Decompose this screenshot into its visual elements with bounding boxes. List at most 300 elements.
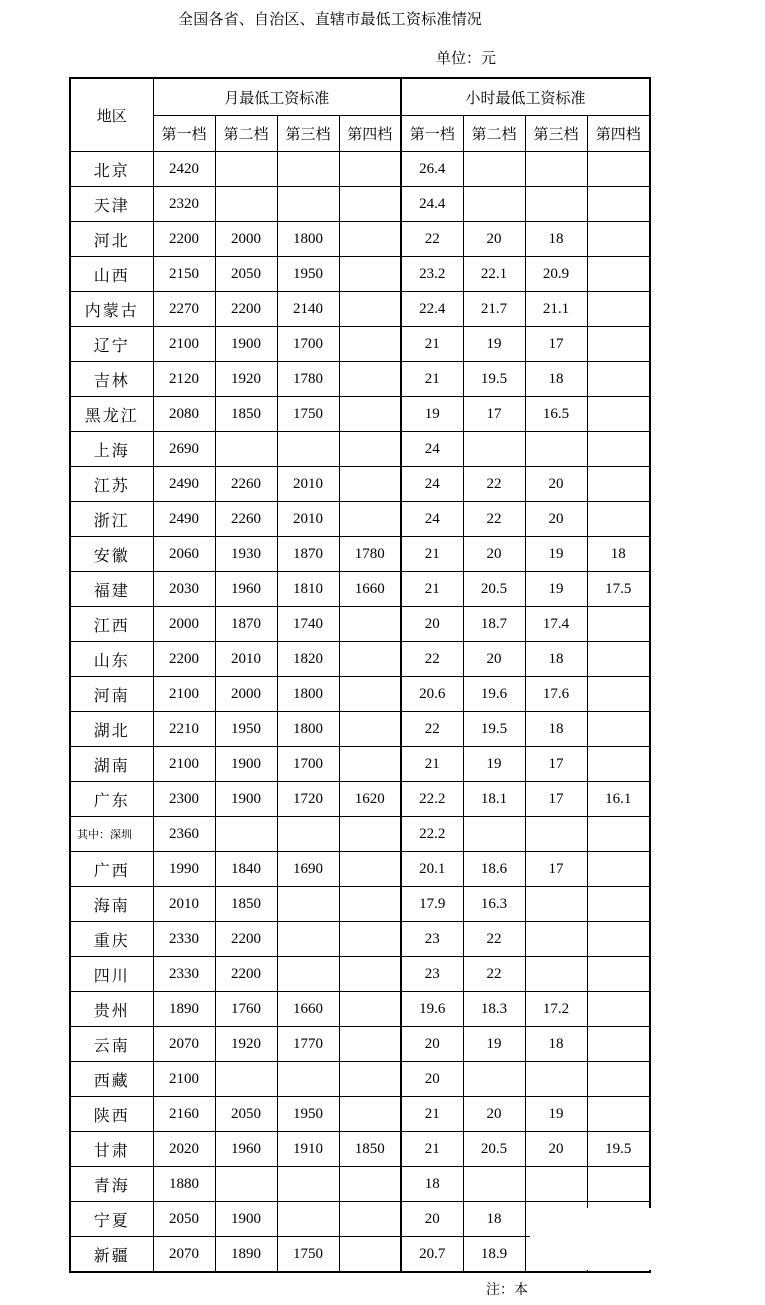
region-cell: 重庆 bbox=[70, 922, 153, 957]
hourly-tier-2-cell: 20.5 bbox=[463, 1132, 525, 1167]
monthly-tier-3-cell: 1740 bbox=[277, 607, 339, 642]
hourly-tier-4-cell: 18 bbox=[587, 537, 650, 572]
hourly-tier-4-cell: 16.1 bbox=[587, 782, 650, 817]
region-cell: 宁夏 bbox=[70, 1202, 153, 1237]
hourly-tier-1-cell: 21 bbox=[401, 747, 463, 782]
monthly-tier-3-cell: 1690 bbox=[277, 852, 339, 887]
monthly-tier-2-cell bbox=[215, 1167, 277, 1202]
monthly-tier-2-cell: 1900 bbox=[215, 1202, 277, 1237]
monthly-tier-3-cell: 1870 bbox=[277, 537, 339, 572]
hourly-tier-4-cell bbox=[587, 467, 650, 502]
monthly-tier-1-cell: 2020 bbox=[153, 1132, 215, 1167]
region-cell: 其中：深圳 bbox=[70, 817, 153, 852]
hourly-tier-1-cell: 22.2 bbox=[401, 782, 463, 817]
region-cell: 天津 bbox=[70, 187, 153, 222]
table-row bbox=[70, 1027, 650, 1062]
monthly-tier-4-cell bbox=[339, 362, 401, 397]
monthly-tier-4-cell bbox=[339, 607, 401, 642]
hourly-tier-4-cell bbox=[587, 1062, 650, 1097]
monthly-tier-3-cell: 2010 bbox=[277, 502, 339, 537]
hourly-tier-2-cell: 20 bbox=[463, 1097, 525, 1132]
hourly-tier-4-cell bbox=[587, 362, 650, 397]
monthly-tier-4-cell bbox=[339, 992, 401, 1027]
hourly-tier-2-cell: 20 bbox=[463, 222, 525, 257]
hourly-tier-1-cell: 21 bbox=[401, 1097, 463, 1132]
monthly-tier-2-cell: 1900 bbox=[215, 782, 277, 817]
region-cell: 贵州 bbox=[70, 992, 153, 1027]
monthly-tier-4-cell bbox=[339, 642, 401, 677]
monthly-tier-4-cell bbox=[339, 1202, 401, 1237]
hourly-tier-3-cell: 16.5 bbox=[525, 397, 587, 432]
hourly-tier-3-cell: 17.6 bbox=[525, 677, 587, 712]
hourly-tier-3-header: 第三档 bbox=[525, 116, 587, 152]
monthly-tier-2-cell: 1760 bbox=[215, 992, 277, 1027]
hourly-tier-2-cell: 21.7 bbox=[463, 292, 525, 327]
region-cell: 新疆 bbox=[70, 1237, 153, 1273]
hourly-tier-1-cell: 17.9 bbox=[401, 887, 463, 922]
monthly-tier-3-cell bbox=[277, 187, 339, 222]
region-cell: 山东 bbox=[70, 642, 153, 677]
hourly-tier-1-cell: 22 bbox=[401, 712, 463, 747]
monthly-tier-1-cell: 2100 bbox=[153, 1062, 215, 1097]
monthly-tier-3-cell: 1820 bbox=[277, 642, 339, 677]
footnote: 注：本 bbox=[486, 1282, 528, 1298]
hourly-tier-3-cell: 17 bbox=[525, 327, 587, 362]
table-row bbox=[70, 677, 650, 712]
region-cell: 吉林 bbox=[70, 362, 153, 397]
hourly-tier-3-cell: 17 bbox=[525, 747, 587, 782]
table-row bbox=[70, 747, 650, 782]
hourly-tier-1-cell: 20.6 bbox=[401, 677, 463, 712]
hourly-tier-1-header: 第一档 bbox=[401, 116, 463, 152]
hourly-tier-3-cell: 17 bbox=[525, 852, 587, 887]
hourly-tier-1-cell: 21 bbox=[401, 537, 463, 572]
monthly-tier-2-cell bbox=[215, 1062, 277, 1097]
region-cell: 辽宁 bbox=[70, 327, 153, 362]
table-row bbox=[70, 222, 650, 257]
hourly-tier-3-cell: 17.2 bbox=[525, 992, 587, 1027]
hourly-tier-4-cell bbox=[587, 677, 650, 712]
table-row bbox=[70, 572, 650, 607]
region-cell: 青海 bbox=[70, 1167, 153, 1202]
hourly-tier-3-cell: 18 bbox=[525, 1027, 587, 1062]
region-cell: 甘肃 bbox=[70, 1132, 153, 1167]
monthly-tier-3-header: 第三档 bbox=[277, 116, 339, 152]
hourly-tier-3-cell: 19 bbox=[525, 572, 587, 607]
table-row bbox=[70, 467, 650, 502]
monthly-tier-1-cell: 2050 bbox=[153, 1202, 215, 1237]
monthly-tier-1-cell: 2070 bbox=[153, 1027, 215, 1062]
monthly-tier-2-cell: 1870 bbox=[215, 607, 277, 642]
monthly-tier-3-cell: 1800 bbox=[277, 222, 339, 257]
hourly-tier-1-cell: 24 bbox=[401, 467, 463, 502]
hourly-tier-3-cell bbox=[525, 1167, 587, 1202]
hourly-tier-1-cell: 20.1 bbox=[401, 852, 463, 887]
hourly-tier-2-cell: 18.9 bbox=[463, 1237, 525, 1273]
hourly-tier-2-cell: 18.7 bbox=[463, 607, 525, 642]
hourly-tier-3-cell: 20 bbox=[525, 467, 587, 502]
hourly-tier-2-cell: 19.5 bbox=[463, 362, 525, 397]
region-cell: 广东 bbox=[70, 782, 153, 817]
monthly-tier-3-cell: 1800 bbox=[277, 712, 339, 747]
hourly-tier-4-cell bbox=[587, 502, 650, 537]
hourly-header: 小时最低工资标准 bbox=[401, 78, 650, 116]
hourly-tier-4-cell bbox=[587, 222, 650, 257]
monthly-tier-3-cell: 1700 bbox=[277, 747, 339, 782]
monthly-tier-2-cell bbox=[215, 817, 277, 852]
hourly-tier-1-cell: 22 bbox=[401, 222, 463, 257]
hourly-tier-2-cell: 20 bbox=[463, 642, 525, 677]
hourly-tier-4-cell bbox=[587, 327, 650, 362]
monthly-tier-4-cell bbox=[339, 1167, 401, 1202]
monthly-tier-3-cell: 1950 bbox=[277, 1097, 339, 1132]
monthly-tier-1-cell: 1990 bbox=[153, 852, 215, 887]
hourly-tier-4-cell bbox=[587, 152, 650, 187]
table-row bbox=[70, 397, 650, 432]
hourly-tier-3-cell: 18 bbox=[525, 642, 587, 677]
hourly-tier-1-cell: 23.2 bbox=[401, 257, 463, 292]
monthly-tier-3-cell: 2140 bbox=[277, 292, 339, 327]
hourly-tier-3-cell: 21.1 bbox=[525, 292, 587, 327]
hourly-tier-4-cell bbox=[587, 607, 650, 642]
table-row bbox=[70, 537, 650, 572]
monthly-tier-4-cell bbox=[339, 1237, 401, 1273]
monthly-tier-4-cell bbox=[339, 327, 401, 362]
table-row bbox=[70, 187, 650, 222]
hourly-tier-2-cell: 19.6 bbox=[463, 677, 525, 712]
monthly-tier-1-cell: 2100 bbox=[153, 677, 215, 712]
hourly-tier-2-cell: 20 bbox=[463, 537, 525, 572]
monthly-tier-2-cell: 2260 bbox=[215, 467, 277, 502]
hourly-tier-3-cell bbox=[525, 817, 587, 852]
hourly-tier-2-cell bbox=[463, 152, 525, 187]
monthly-tier-1-cell: 2150 bbox=[153, 257, 215, 292]
hourly-tier-1-cell: 26.4 bbox=[401, 152, 463, 187]
hourly-tier-4-cell: 17.5 bbox=[587, 572, 650, 607]
hourly-tier-4-cell bbox=[587, 957, 650, 992]
hourly-tier-4-cell bbox=[587, 817, 650, 852]
monthly-tier-4-cell bbox=[339, 852, 401, 887]
hourly-tier-2-cell: 19 bbox=[463, 747, 525, 782]
monthly-tier-2-cell: 1930 bbox=[215, 537, 277, 572]
table-row bbox=[70, 292, 650, 327]
hourly-tier-4-cell bbox=[587, 432, 650, 467]
monthly-tier-2-cell: 1960 bbox=[215, 1132, 277, 1167]
hourly-tier-2-cell: 16.3 bbox=[463, 887, 525, 922]
monthly-tier-4-cell bbox=[339, 152, 401, 187]
hourly-tier-3-cell: 19 bbox=[525, 1097, 587, 1132]
hourly-tier-3-cell: 17 bbox=[525, 782, 587, 817]
monthly-tier-3-cell bbox=[277, 922, 339, 957]
monthly-tier-2-cell: 2010 bbox=[215, 642, 277, 677]
table-row bbox=[70, 852, 650, 887]
hourly-tier-3-cell: 20 bbox=[525, 1132, 587, 1167]
region-cell: 安徽 bbox=[70, 537, 153, 572]
table-row bbox=[70, 887, 650, 922]
monthly-tier-1-cell: 2490 bbox=[153, 467, 215, 502]
hourly-tier-4-cell bbox=[587, 712, 650, 747]
monthly-tier-2-cell: 1950 bbox=[215, 712, 277, 747]
table-row bbox=[70, 502, 650, 537]
hourly-tier-3-cell bbox=[525, 187, 587, 222]
monthly-tier-2-cell: 2000 bbox=[215, 677, 277, 712]
hourly-tier-2-cell: 18.1 bbox=[463, 782, 525, 817]
monthly-tier-4-cell bbox=[339, 187, 401, 222]
monthly-tier-2-cell: 2050 bbox=[215, 1097, 277, 1132]
table-row bbox=[70, 607, 650, 642]
monthly-tier-1-cell: 2120 bbox=[153, 362, 215, 397]
hourly-tier-1-cell: 20 bbox=[401, 1202, 463, 1237]
monthly-tier-3-cell bbox=[277, 1167, 339, 1202]
monthly-tier-3-cell bbox=[277, 957, 339, 992]
monthly-tier-1-cell: 2000 bbox=[153, 607, 215, 642]
region-cell: 上海 bbox=[70, 432, 153, 467]
monthly-tier-2-cell: 2200 bbox=[215, 922, 277, 957]
monthly-tier-3-cell: 1750 bbox=[277, 1237, 339, 1273]
table-row bbox=[70, 1062, 650, 1097]
monthly-tier-4-cell bbox=[339, 957, 401, 992]
hourly-tier-2-cell bbox=[463, 817, 525, 852]
monthly-tier-2-cell: 2260 bbox=[215, 502, 277, 537]
monthly-tier-1-header: 第一档 bbox=[153, 116, 215, 152]
monthly-tier-2-cell: 2200 bbox=[215, 292, 277, 327]
monthly-tier-3-cell bbox=[277, 1202, 339, 1237]
monthly-tier-4-cell bbox=[339, 502, 401, 537]
region-cell: 湖南 bbox=[70, 747, 153, 782]
table-row bbox=[70, 712, 650, 747]
hourly-tier-2-header: 第二档 bbox=[463, 116, 525, 152]
monthly-tier-1-cell: 2060 bbox=[153, 537, 215, 572]
monthly-tier-4-cell bbox=[339, 1097, 401, 1132]
hourly-tier-2-cell: 22 bbox=[463, 922, 525, 957]
hourly-tier-2-cell: 19 bbox=[463, 1027, 525, 1062]
hourly-tier-2-cell: 18.3 bbox=[463, 992, 525, 1027]
hourly-tier-1-cell: 22 bbox=[401, 642, 463, 677]
monthly-tier-1-cell: 2690 bbox=[153, 432, 215, 467]
monthly-tier-1-cell: 1880 bbox=[153, 1167, 215, 1202]
region-cell: 内蒙古 bbox=[70, 292, 153, 327]
monthly-tier-4-cell bbox=[339, 712, 401, 747]
region-cell: 浙江 bbox=[70, 502, 153, 537]
hourly-tier-4-cell bbox=[587, 397, 650, 432]
hourly-tier-1-cell: 24 bbox=[401, 432, 463, 467]
region-cell: 广西 bbox=[70, 852, 153, 887]
hourly-tier-2-cell: 18.6 bbox=[463, 852, 525, 887]
hourly-tier-2-cell bbox=[463, 187, 525, 222]
hourly-tier-2-cell: 22.1 bbox=[463, 257, 525, 292]
hourly-tier-4-cell bbox=[587, 887, 650, 922]
hourly-tier-1-cell: 19 bbox=[401, 397, 463, 432]
region-cell: 河北 bbox=[70, 222, 153, 257]
hourly-tier-3-cell: 20 bbox=[525, 502, 587, 537]
hourly-tier-2-cell: 22 bbox=[463, 502, 525, 537]
hourly-tier-1-cell: 24 bbox=[401, 502, 463, 537]
monthly-tier-4-cell bbox=[339, 887, 401, 922]
table-row bbox=[70, 817, 650, 852]
monthly-tier-4-cell bbox=[339, 222, 401, 257]
monthly-tier-2-cell: 2200 bbox=[215, 957, 277, 992]
monthly-tier-1-cell: 2210 bbox=[153, 712, 215, 747]
region-cell: 黑龙江 bbox=[70, 397, 153, 432]
hourly-tier-1-cell: 20 bbox=[401, 1027, 463, 1062]
region-cell: 北京 bbox=[70, 152, 153, 187]
region-cell: 四川 bbox=[70, 957, 153, 992]
hourly-tier-3-cell bbox=[525, 887, 587, 922]
monthly-tier-1-cell: 2360 bbox=[153, 817, 215, 852]
region-cell: 江西 bbox=[70, 607, 153, 642]
monthly-tier-1-cell: 2010 bbox=[153, 887, 215, 922]
table-row bbox=[70, 1132, 650, 1167]
hourly-tier-1-cell: 21 bbox=[401, 362, 463, 397]
monthly-tier-2-header: 第二档 bbox=[215, 116, 277, 152]
monthly-tier-3-cell: 1720 bbox=[277, 782, 339, 817]
table-row bbox=[70, 362, 650, 397]
hourly-tier-2-cell: 20.5 bbox=[463, 572, 525, 607]
hourly-tier-1-cell: 22.2 bbox=[401, 817, 463, 852]
monthly-tier-3-cell bbox=[277, 152, 339, 187]
monthly-tier-1-cell: 2490 bbox=[153, 502, 215, 537]
monthly-tier-4-cell bbox=[339, 922, 401, 957]
monthly-tier-3-cell: 1700 bbox=[277, 327, 339, 362]
monthly-tier-1-cell: 2420 bbox=[153, 152, 215, 187]
monthly-tier-2-cell: 1840 bbox=[215, 852, 277, 887]
table-row bbox=[70, 1097, 650, 1132]
monthly-tier-1-cell: 1890 bbox=[153, 992, 215, 1027]
hourly-tier-1-cell: 21 bbox=[401, 572, 463, 607]
wage-table-body bbox=[70, 152, 650, 1273]
hourly-tier-2-cell: 22 bbox=[463, 957, 525, 992]
monthly-tier-3-cell: 1800 bbox=[277, 677, 339, 712]
hourly-tier-2-cell: 17 bbox=[463, 397, 525, 432]
monthly-tier-1-cell: 2270 bbox=[153, 292, 215, 327]
monthly-tier-2-cell: 1900 bbox=[215, 747, 277, 782]
hourly-tier-3-cell bbox=[525, 1062, 587, 1097]
hourly-tier-1-cell: 22.4 bbox=[401, 292, 463, 327]
table-row bbox=[70, 992, 650, 1027]
hourly-tier-2-cell: 18 bbox=[463, 1202, 525, 1237]
monthly-tier-1-cell: 2030 bbox=[153, 572, 215, 607]
monthly-tier-4-cell bbox=[339, 817, 401, 852]
region-cell: 河南 bbox=[70, 677, 153, 712]
monthly-tier-3-cell: 1660 bbox=[277, 992, 339, 1027]
monthly-tier-2-cell: 1900 bbox=[215, 327, 277, 362]
monthly-tier-1-cell: 2200 bbox=[153, 222, 215, 257]
hourly-tier-1-cell: 23 bbox=[401, 922, 463, 957]
minimum-wage-table bbox=[69, 77, 651, 1273]
monthly-tier-1-cell: 2300 bbox=[153, 782, 215, 817]
region-cell: 山西 bbox=[70, 257, 153, 292]
hourly-tier-4-header: 第四档 bbox=[587, 116, 650, 152]
hourly-tier-1-cell: 24.4 bbox=[401, 187, 463, 222]
monthly-tier-3-cell bbox=[277, 887, 339, 922]
monthly-tier-3-cell: 1770 bbox=[277, 1027, 339, 1062]
monthly-tier-1-cell: 2320 bbox=[153, 187, 215, 222]
hourly-tier-4-cell bbox=[587, 1027, 650, 1062]
monthly-tier-3-cell: 1750 bbox=[277, 397, 339, 432]
page-title: 全国各省、自治区、直辖市最低工资标准情况 bbox=[178, 10, 483, 28]
region-cell: 江苏 bbox=[70, 467, 153, 502]
hourly-tier-3-cell bbox=[525, 957, 587, 992]
monthly-tier-4-cell: 1660 bbox=[339, 572, 401, 607]
region-cell: 湖北 bbox=[70, 712, 153, 747]
monthly-tier-4-cell bbox=[339, 292, 401, 327]
region-header: 地区 bbox=[70, 78, 153, 152]
monthly-tier-4-cell bbox=[339, 257, 401, 292]
hourly-tier-4-cell bbox=[587, 257, 650, 292]
hourly-tier-1-cell: 20 bbox=[401, 607, 463, 642]
hourly-tier-2-cell bbox=[463, 1167, 525, 1202]
unit-label: 单位：元 bbox=[436, 49, 497, 67]
hourly-tier-4-cell bbox=[587, 187, 650, 222]
table-row bbox=[70, 1167, 650, 1202]
hourly-tier-1-cell: 18 bbox=[401, 1167, 463, 1202]
hourly-tier-3-cell: 18 bbox=[525, 712, 587, 747]
monthly-tier-3-cell bbox=[277, 817, 339, 852]
monthly-tier-4-cell bbox=[339, 747, 401, 782]
hourly-tier-4-cell bbox=[587, 1097, 650, 1132]
monthly-tier-1-cell: 2070 bbox=[153, 1237, 215, 1273]
hourly-tier-4-cell bbox=[587, 747, 650, 782]
hourly-tier-1-cell: 19.6 bbox=[401, 992, 463, 1027]
hourly-tier-4-cell bbox=[587, 922, 650, 957]
monthly-tier-4-header: 第四档 bbox=[339, 116, 401, 152]
monthly-tier-1-cell: 2200 bbox=[153, 642, 215, 677]
monthly-tier-2-cell bbox=[215, 432, 277, 467]
monthly-tier-4-cell: 1850 bbox=[339, 1132, 401, 1167]
hourly-tier-3-cell: 20.9 bbox=[525, 257, 587, 292]
hourly-tier-4-cell bbox=[587, 292, 650, 327]
table-row bbox=[70, 432, 650, 467]
region-cell: 云南 bbox=[70, 1027, 153, 1062]
monthly-tier-1-cell: 2100 bbox=[153, 327, 215, 362]
monthly-tier-2-cell: 1920 bbox=[215, 1027, 277, 1062]
hourly-tier-2-cell: 19 bbox=[463, 327, 525, 362]
monthly-tier-2-cell: 2050 bbox=[215, 257, 277, 292]
region-cell: 福建 bbox=[70, 572, 153, 607]
hourly-tier-2-cell bbox=[463, 1062, 525, 1097]
region-cell: 西藏 bbox=[70, 1062, 153, 1097]
monthly-tier-3-cell: 1780 bbox=[277, 362, 339, 397]
monthly-tier-4-cell bbox=[339, 1062, 401, 1097]
monthly-tier-4-cell bbox=[339, 677, 401, 712]
hourly-tier-1-cell: 20 bbox=[401, 1062, 463, 1097]
monthly-tier-2-cell bbox=[215, 187, 277, 222]
monthly-tier-1-cell: 2100 bbox=[153, 747, 215, 782]
monthly-tier-2-cell bbox=[215, 152, 277, 187]
table-row bbox=[70, 782, 650, 817]
hourly-tier-3-cell: 18 bbox=[525, 222, 587, 257]
monthly-tier-2-cell: 1890 bbox=[215, 1237, 277, 1273]
hourly-tier-1-cell: 23 bbox=[401, 957, 463, 992]
monthly-tier-3-cell: 2010 bbox=[277, 467, 339, 502]
table-row bbox=[70, 922, 650, 957]
table-row bbox=[70, 957, 650, 992]
monthly-tier-1-cell: 2330 bbox=[153, 957, 215, 992]
monthly-tier-4-cell bbox=[339, 432, 401, 467]
monthly-tier-1-cell: 2080 bbox=[153, 397, 215, 432]
hourly-tier-4-cell bbox=[587, 992, 650, 1027]
monthly-tier-4-cell bbox=[339, 397, 401, 432]
table-row bbox=[70, 327, 650, 362]
hourly-tier-4-cell bbox=[587, 1167, 650, 1202]
monthly-tier-1-cell: 2160 bbox=[153, 1097, 215, 1132]
hourly-tier-4-cell: 19.5 bbox=[587, 1132, 650, 1167]
hourly-tier-3-cell bbox=[525, 152, 587, 187]
hourly-tier-2-cell: 22 bbox=[463, 467, 525, 502]
region-cell: 海南 bbox=[70, 887, 153, 922]
table-row bbox=[70, 257, 650, 292]
monthly-tier-4-cell bbox=[339, 467, 401, 502]
